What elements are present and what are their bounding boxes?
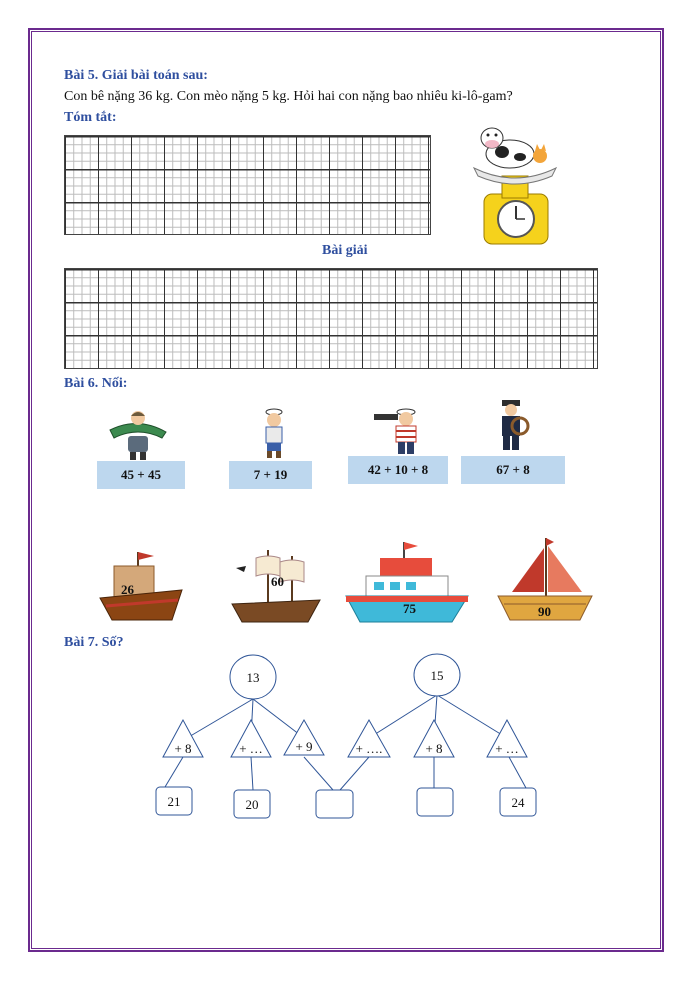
- operator-label-4[interactable]: + ….: [355, 741, 383, 756]
- answer-box-3: [316, 790, 353, 818]
- bai5-solution-label: Bài giải: [322, 243, 368, 258]
- ship-number-1: 26: [121, 582, 134, 597]
- bai5-summary-label: Tóm tắt:: [64, 110, 117, 125]
- operator-label-6[interactable]: + …: [495, 741, 519, 756]
- bai5-problem: Con bê nặng 36 kg. Con mèo nặng 5 kg. Hỏi hai con nặng bao nhiêu ki-lô-gam?: [64, 89, 513, 104]
- root-value-1: 13: [246, 670, 260, 685]
- operator-label-2[interactable]: + …: [239, 741, 263, 756]
- answer-value-5: 24: [511, 795, 525, 810]
- answer-box-4: [417, 788, 453, 816]
- ship-number-3: 75: [403, 601, 416, 616]
- operator-label-3: + 9: [295, 739, 313, 754]
- operator-label-5: + 8: [425, 741, 443, 756]
- operator-label-1: + 8: [174, 741, 192, 756]
- expression-box-1[interactable]: 45 + 45: [97, 461, 185, 489]
- bai5-title: Bài 5. Giải bài toán sau:: [64, 68, 208, 83]
- bai7-title: Bài 7. Số?: [64, 635, 124, 650]
- answer-value-1: 21: [167, 794, 181, 809]
- ship-number-4: 90: [538, 604, 551, 619]
- ship-number-2: 60: [271, 574, 284, 589]
- root-value-2: 15: [430, 668, 444, 683]
- expression-box-2[interactable]: 7 + 19: [229, 461, 312, 489]
- expression-box-4[interactable]: 67 + 8: [461, 456, 565, 484]
- expression-box-3[interactable]: 42 + 10 + 8: [348, 456, 448, 484]
- bai6-title: Bài 6. Nối:: [64, 376, 128, 391]
- answer-value-2: 20: [245, 797, 259, 812]
